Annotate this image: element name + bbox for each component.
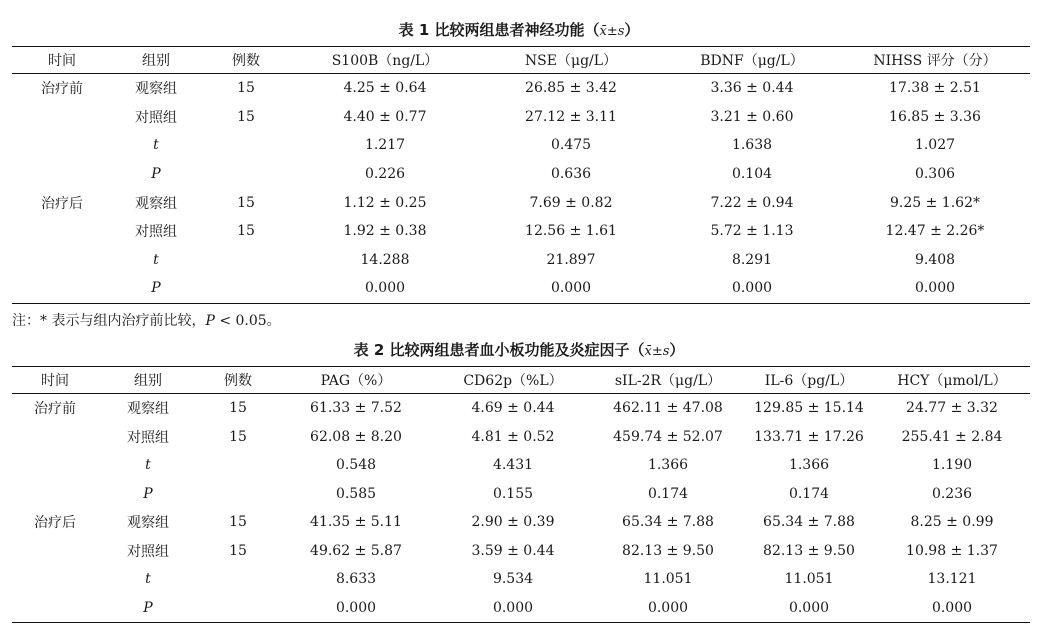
- table1-header-cell: NSE（μg/L）: [524, 53, 618, 69]
- value-cell: 21.897: [546, 251, 596, 268]
- value-cell: 1.366: [788, 457, 830, 474]
- table-row: [12, 246, 1030, 275]
- stat-label-cell: P: [143, 485, 153, 502]
- table-row: [12, 537, 1030, 566]
- value-cell: 82.13 ± 9.50: [622, 542, 714, 559]
- table-row: [12, 160, 1030, 189]
- table1-caption: [0, 20, 1038, 40]
- table-row: [12, 508, 1030, 537]
- value-cell: 133.71 ± 17.26: [754, 428, 864, 445]
- value-cell: 0.000: [492, 599, 534, 616]
- count-cell: [198, 480, 278, 509]
- table1-header-cell: BDNF（μg/L）: [700, 53, 804, 69]
- stat-label-cell: P: [151, 166, 161, 183]
- value-cell: 14.288: [360, 251, 410, 268]
- count-cell: 15: [237, 80, 255, 97]
- value-cell: 11.051: [784, 571, 834, 588]
- count-cell: 15: [229, 514, 247, 531]
- value-cell: 4.40 ± 0.77: [343, 108, 427, 125]
- stat-label-cell: t: [153, 137, 159, 154]
- value-cell: 7.69 ± 0.82: [529, 194, 613, 211]
- count-cell: 15: [229, 542, 247, 559]
- table-row: [12, 480, 1030, 509]
- value-cell: 10.98 ± 1.37: [906, 542, 998, 559]
- table1-header-cell: S100B（ng/L）: [331, 53, 439, 69]
- value-cell: 255.41 ± 2.84: [901, 428, 1003, 445]
- table1-header-row: [12, 47, 1030, 74]
- value-cell: 0.000: [647, 599, 689, 616]
- value-cell: 3.36 ± 0.44: [710, 80, 794, 97]
- time-cell: 治疗后: [41, 195, 83, 212]
- value-cell: 4.81 ± 0.52: [471, 428, 555, 445]
- table2-caption-stat: x̄±s: [644, 344, 670, 359]
- value-cell: 0.475: [550, 137, 592, 154]
- value-cell: 13.121: [927, 571, 977, 588]
- table2-header-cell: 组别: [134, 373, 162, 389]
- group-cell: 对照组: [135, 224, 177, 241]
- stat-label-cell: P: [143, 599, 153, 616]
- count-cell: [198, 451, 278, 480]
- table2-header-cell: PAG（%）: [320, 373, 392, 389]
- stat-label-cell: t: [153, 251, 159, 268]
- count-cell: [200, 160, 292, 189]
- value-cell: 0.000: [914, 280, 956, 297]
- value-cell: 0.585: [335, 485, 377, 502]
- count-cell: [200, 246, 292, 275]
- time-cell: [12, 594, 98, 623]
- count-cell: [198, 565, 278, 594]
- time-cell: [12, 246, 112, 275]
- value-cell: 0.174: [647, 485, 689, 502]
- time-cell: [12, 131, 112, 160]
- time-cell: [12, 160, 112, 189]
- value-cell: 0.000: [335, 599, 377, 616]
- table2-header-row: [12, 367, 1030, 394]
- time-cell: 治疗前: [34, 401, 76, 418]
- table2-caption: [0, 340, 1038, 360]
- value-cell: 0.000: [931, 599, 973, 616]
- value-cell: 16.85 ± 3.36: [889, 108, 981, 125]
- table-row: [12, 74, 1030, 103]
- count-cell: [200, 131, 292, 160]
- count-cell: [198, 594, 278, 623]
- group-cell: 对照组: [127, 429, 169, 446]
- table-row: [12, 103, 1030, 132]
- table2-header-cell: CD62p（%L）: [463, 373, 563, 389]
- value-cell: 0.000: [788, 599, 830, 616]
- table1-caption-stat: x̄±s: [599, 24, 625, 39]
- time-cell: [12, 103, 112, 132]
- value-cell: 1.027: [914, 137, 956, 154]
- table1-caption-close: ）: [624, 21, 640, 39]
- value-cell: 41.35 ± 5.11: [310, 514, 402, 531]
- value-cell: 3.59 ± 0.44: [471, 542, 555, 559]
- footnote-stat: P: [205, 313, 215, 329]
- value-cell: 27.12 ± 3.11: [525, 108, 617, 125]
- time-cell: 治疗前: [41, 81, 83, 98]
- group-cell: 观察组: [127, 515, 169, 532]
- count-cell: 15: [237, 108, 255, 125]
- group-cell: 观察组: [135, 195, 177, 212]
- value-cell: 11.051: [643, 571, 693, 588]
- time-cell: [12, 423, 98, 452]
- time-cell: [12, 451, 98, 480]
- time-cell: [12, 480, 98, 509]
- value-cell: 26.85 ± 3.42: [525, 80, 617, 97]
- stat-label-cell: t: [145, 571, 151, 588]
- value-cell: 1.12 ± 0.25: [343, 194, 427, 211]
- table2-caption-text: 表 2 比较两组患者血小板功能及炎症因子（: [353, 341, 645, 359]
- value-cell: 24.77 ± 3.32: [906, 400, 998, 417]
- value-cell: 3.21 ± 0.60: [710, 108, 794, 125]
- value-cell: 4.69 ± 0.44: [471, 400, 555, 417]
- stat-label-cell: t: [145, 457, 151, 474]
- value-cell: 0.636: [550, 166, 592, 183]
- table2-header-cell: sIL-2R（μg/L）: [614, 373, 722, 389]
- table-row: [12, 394, 1030, 423]
- value-cell: 12.47 ± 2.26*: [885, 223, 985, 240]
- value-cell: 12.56 ± 1.61: [525, 223, 617, 240]
- time-cell: [12, 537, 98, 566]
- time-cell: 治疗后: [34, 515, 76, 532]
- group-cell: 观察组: [135, 81, 177, 98]
- table1-header-cell: 时间: [48, 53, 76, 69]
- value-cell: 49.62 ± 5.87: [310, 542, 402, 559]
- table-row: [12, 188, 1030, 217]
- value-cell: 462.11 ± 47.08: [613, 400, 723, 417]
- table-row: [12, 217, 1030, 246]
- value-cell: 459.74 ± 52.07: [613, 428, 723, 445]
- value-cell: 8.633: [335, 571, 377, 588]
- value-cell: 82.13 ± 9.50: [763, 542, 855, 559]
- table-row: [12, 131, 1030, 160]
- count-cell: 15: [237, 223, 255, 240]
- stat-label-cell: P: [151, 280, 161, 297]
- value-cell: 1.92 ± 0.38: [343, 223, 427, 240]
- table2: [12, 366, 1030, 623]
- table1: [12, 46, 1030, 304]
- value-cell: 1.638: [731, 137, 773, 154]
- footnote-text: 注：* 表示与组内治疗前比较，: [12, 313, 206, 329]
- time-cell: [12, 274, 112, 303]
- table1-header-cell: NIHSS 评分（分）: [873, 53, 997, 69]
- value-cell: 0.000: [364, 280, 406, 297]
- group-cell: 对照组: [135, 109, 177, 126]
- value-cell: 129.85 ± 15.14: [754, 400, 864, 417]
- value-cell: 1.217: [364, 137, 406, 154]
- value-cell: 62.08 ± 8.20: [310, 428, 402, 445]
- table-row: [12, 451, 1030, 480]
- value-cell: 0.236: [931, 485, 973, 502]
- value-cell: 0.104: [731, 166, 773, 183]
- value-cell: 1.366: [647, 457, 689, 474]
- value-cell: 9.408: [914, 251, 956, 268]
- table-row: [12, 274, 1030, 303]
- value-cell: 4.25 ± 0.64: [343, 80, 427, 97]
- value-cell: 9.534: [492, 571, 534, 588]
- value-cell: 0.000: [731, 280, 773, 297]
- group-cell: 对照组: [127, 543, 169, 560]
- table-row: [12, 594, 1030, 623]
- table-row: [12, 423, 1030, 452]
- table2-header-cell: IL-6（pg/L）: [764, 373, 854, 389]
- table2-header-cell: 时间: [41, 373, 69, 389]
- value-cell: 9.25 ± 1.62*: [890, 194, 980, 211]
- table1-header-cell: 组别: [142, 53, 170, 69]
- value-cell: 65.34 ± 7.88: [622, 514, 714, 531]
- value-cell: 0.155: [492, 485, 534, 502]
- time-cell: [12, 565, 98, 594]
- table2-caption-close: ）: [669, 341, 685, 359]
- value-cell: 0.174: [788, 485, 830, 502]
- count-cell: [200, 274, 292, 303]
- value-cell: 0.226: [364, 166, 406, 183]
- table1-footnote: [12, 311, 281, 331]
- table2-header-cell: HCY（μmol/L）: [897, 373, 1007, 389]
- value-cell: 4.431: [492, 457, 534, 474]
- table2-header-cell: 例数: [224, 373, 252, 389]
- value-cell: 5.72 ± 1.13: [710, 223, 794, 240]
- value-cell: 1.190: [931, 457, 973, 474]
- table1-caption-text: 表 1 比较两组患者神经功能（: [398, 21, 600, 39]
- time-cell: [12, 217, 112, 246]
- table-row: [12, 565, 1030, 594]
- value-cell: 2.90 ± 0.39: [471, 514, 555, 531]
- value-cell: 0.000: [550, 280, 592, 297]
- value-cell: 0.548: [335, 457, 377, 474]
- count-cell: 15: [237, 194, 255, 211]
- value-cell: 17.38 ± 2.51: [889, 80, 981, 97]
- footnote-threshold: < 0.05。: [214, 313, 281, 329]
- table1-header-cell: 例数: [232, 53, 260, 69]
- group-cell: 观察组: [127, 401, 169, 418]
- value-cell: 8.291: [731, 251, 773, 268]
- count-cell: 15: [229, 400, 247, 417]
- value-cell: 8.25 ± 0.99: [910, 514, 994, 531]
- value-cell: 65.34 ± 7.88: [763, 514, 855, 531]
- value-cell: 0.306: [914, 166, 956, 183]
- value-cell: 7.22 ± 0.94: [710, 194, 794, 211]
- value-cell: 61.33 ± 7.52: [310, 400, 402, 417]
- count-cell: 15: [229, 428, 247, 445]
